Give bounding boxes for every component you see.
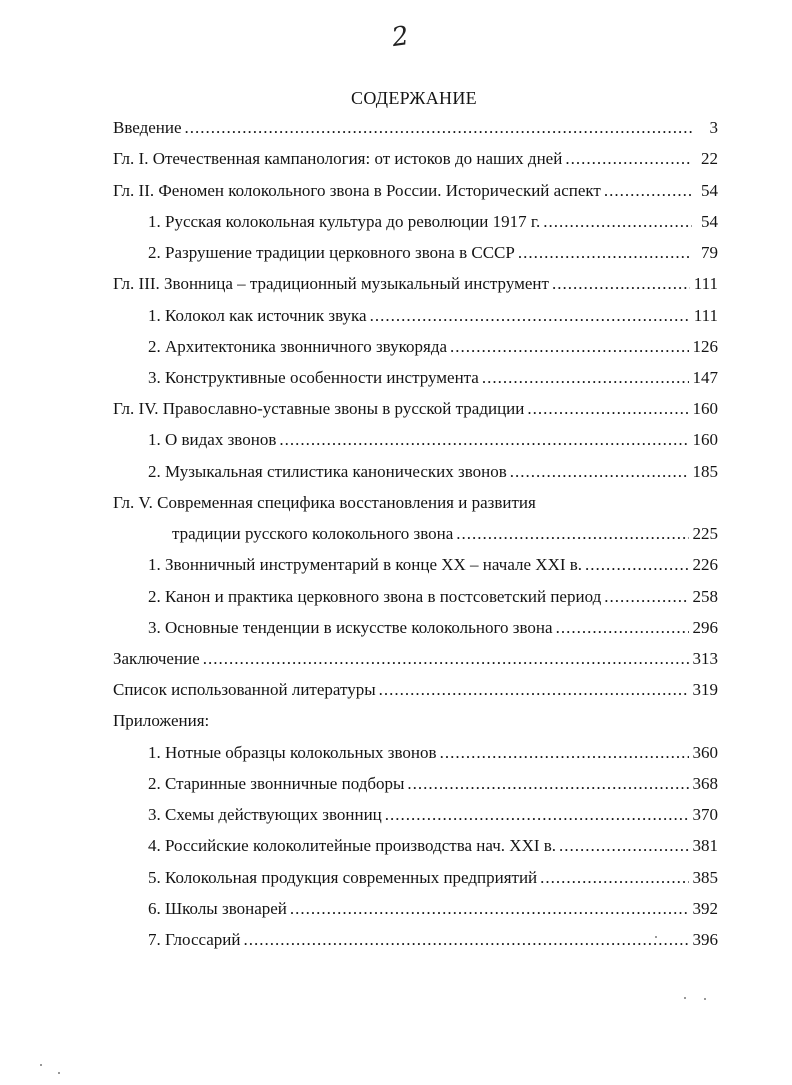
toc-entry-title: 2. Разрушение традиции церковного звона в СССР — [148, 243, 515, 262]
toc-entry — [148, 242, 718, 264]
toc-leader-dots — [565, 148, 692, 170]
toc-entry-title: Приложения: — [113, 711, 210, 730]
toc-entry-title: традиции русского колокольного звона — [172, 524, 454, 543]
toc-leader-dots — [556, 617, 689, 639]
toc-entry — [113, 180, 718, 202]
toc-entry-title: Гл. II. Феномен колокольного звона в России. Исторический аспект — [113, 181, 601, 200]
toc-entry-page: 22 — [701, 149, 718, 168]
toc-entry — [148, 929, 718, 951]
toc-entry-page: 54 — [701, 181, 718, 200]
toc-leader-dots — [379, 679, 689, 701]
toc-leader-dots — [456, 523, 688, 545]
toc-entry — [148, 429, 718, 451]
toc-entry-page: 385 — [692, 868, 718, 887]
toc-entry-title: 1. Колокол как источник звука — [148, 306, 367, 325]
toc-entry-page: 368 — [692, 774, 718, 793]
toc-entry-page: 319 — [692, 680, 718, 699]
toc-leader-dots — [279, 429, 688, 451]
toc-leader-dots — [290, 898, 689, 920]
toc-entry-title: Гл. I. Отечественная кампанология: от истоков до наших дней — [113, 149, 563, 168]
toc-entry-title: 2. Старинные звонничные подборы — [148, 774, 405, 793]
toc-entry-title: 3. Конструктивные особенности инструмента — [148, 368, 479, 387]
handwritten-page-number: 2 — [389, 20, 411, 54]
toc-entry — [148, 367, 718, 389]
scan-speck — [40, 1064, 42, 1066]
toc-leader-dots — [244, 929, 689, 951]
toc-entry-title: Гл. III. Звонница – традиционный музыкальный инструмент — [113, 274, 549, 293]
toc-leader-dots — [450, 336, 688, 358]
toc-leader-dots — [552, 273, 690, 295]
toc-leader-dots — [510, 461, 689, 483]
toc-entry-page: 111 — [693, 274, 718, 293]
toc-entry-page: 296 — [692, 618, 718, 637]
toc-entry-title: Гл. IV. Православно-уставные звоны в русской традиции — [113, 399, 525, 418]
toc-entry — [148, 742, 718, 764]
toc-leader-dots — [559, 835, 688, 857]
toc-entry — [113, 648, 718, 670]
toc-leader-dots — [203, 648, 689, 670]
toc-entry-title: 2. Канон и практика церковного звона в постсоветский период — [148, 587, 602, 606]
toc-entry-title: Гл. V. Современная специфика восстановления и развития — [113, 493, 536, 512]
toc-entry-title: Список использованной литературы — [113, 680, 376, 699]
toc-entry — [113, 117, 718, 139]
scan-speck — [704, 998, 706, 1000]
toc-entry — [148, 773, 718, 795]
toc-entry-page: 185 — [692, 462, 718, 481]
toc-entry-page: 3 — [709, 118, 718, 137]
toc-leader-dots — [185, 117, 692, 139]
toc-entry — [148, 867, 718, 889]
toc-leader-dots — [527, 398, 688, 420]
toc-entry-page: 392 — [692, 899, 718, 918]
toc-leader-dots — [440, 742, 689, 764]
toc-leader-dots — [385, 804, 689, 826]
toc-entry-title: 1. Нотные образцы колокольных звонов — [148, 743, 437, 762]
toc-entry-title: 2. Архитектоника звонничного звукоряда — [148, 337, 448, 356]
toc-entry-page: 160 — [692, 430, 718, 449]
toc-entry-page: 147 — [692, 368, 718, 387]
scan-speck — [58, 1072, 60, 1074]
toc-entry-title: 1. О видах звонов — [148, 430, 277, 449]
toc-entry-page: 381 — [692, 836, 718, 855]
toc-entry — [172, 523, 718, 545]
toc-entry — [113, 273, 718, 295]
toc-entry — [113, 679, 718, 701]
toc-entry — [148, 898, 718, 920]
toc-leader-dots — [540, 867, 688, 889]
scan-speck — [684, 997, 686, 999]
toc-entry — [148, 211, 718, 233]
toc-entry — [148, 835, 718, 857]
page-title: СОДЕРЖАНИЕ — [351, 88, 477, 108]
toc-entry — [148, 617, 718, 639]
toc-entry-page: 370 — [692, 805, 718, 824]
toc-leader-dots — [407, 773, 688, 795]
toc-leader-dots — [482, 367, 689, 389]
toc-leader-dots — [604, 586, 688, 608]
toc-entry-page: 54 — [701, 212, 718, 231]
toc-entry-page: 160 — [692, 399, 718, 418]
toc-entry-title: 7. Глоссарий — [148, 930, 241, 949]
toc-entry — [113, 148, 718, 170]
toc-entry-page: 360 — [692, 743, 718, 762]
toc-leader-dots — [543, 211, 692, 233]
toc-leader-dots — [370, 305, 690, 327]
toc-entry-title: 1. Русская колокольная культура до революции 1917 г. — [148, 212, 541, 231]
toc-entry — [148, 336, 718, 358]
scan-speck — [655, 936, 657, 938]
toc-entry-page: 226 — [692, 555, 718, 574]
toc-entry-page: 79 — [701, 243, 718, 262]
toc-entry-title: Заключение — [113, 649, 200, 668]
toc-entry-title: 1. Звонничный инструментарий в конце XX – начале XXI в. — [148, 555, 583, 574]
toc-entry — [148, 305, 718, 327]
toc-entry-page: 313 — [692, 649, 718, 668]
toc-entry-title: 4. Российские колоколитейные производства нач. XXI в. — [148, 836, 557, 855]
toc-entry — [148, 461, 718, 483]
toc-entry — [148, 804, 718, 826]
toc-entry — [113, 398, 718, 420]
toc-leader-dots — [585, 554, 688, 576]
toc-entry-title: 3. Схемы действующих звонниц — [148, 805, 382, 824]
toc-entry-title: Введение — [113, 118, 182, 137]
toc-entry-page: 126 — [692, 337, 718, 356]
toc-entry-page: 111 — [693, 306, 718, 325]
toc-entry-title: 6. Школы звонарей — [148, 899, 287, 918]
toc-entry — [113, 492, 718, 514]
toc-leader-dots — [604, 180, 692, 202]
toc-entry — [113, 710, 718, 732]
toc-entry-title: 3. Основные тенденции в искусстве колокольного звона — [148, 618, 553, 637]
toc-leader-dots — [518, 242, 692, 264]
toc-entry-page: 396 — [692, 930, 718, 949]
toc-entry-title: 2. Музыкальная стилистика канонических звонов — [148, 462, 507, 481]
toc-entry-page: 225 — [692, 524, 718, 543]
toc-entry-page: 258 — [692, 587, 718, 606]
toc-entry-title: 5. Колокольная продукция современных предприятий — [148, 868, 538, 887]
toc-entry — [148, 586, 718, 608]
toc-entry — [148, 554, 718, 576]
